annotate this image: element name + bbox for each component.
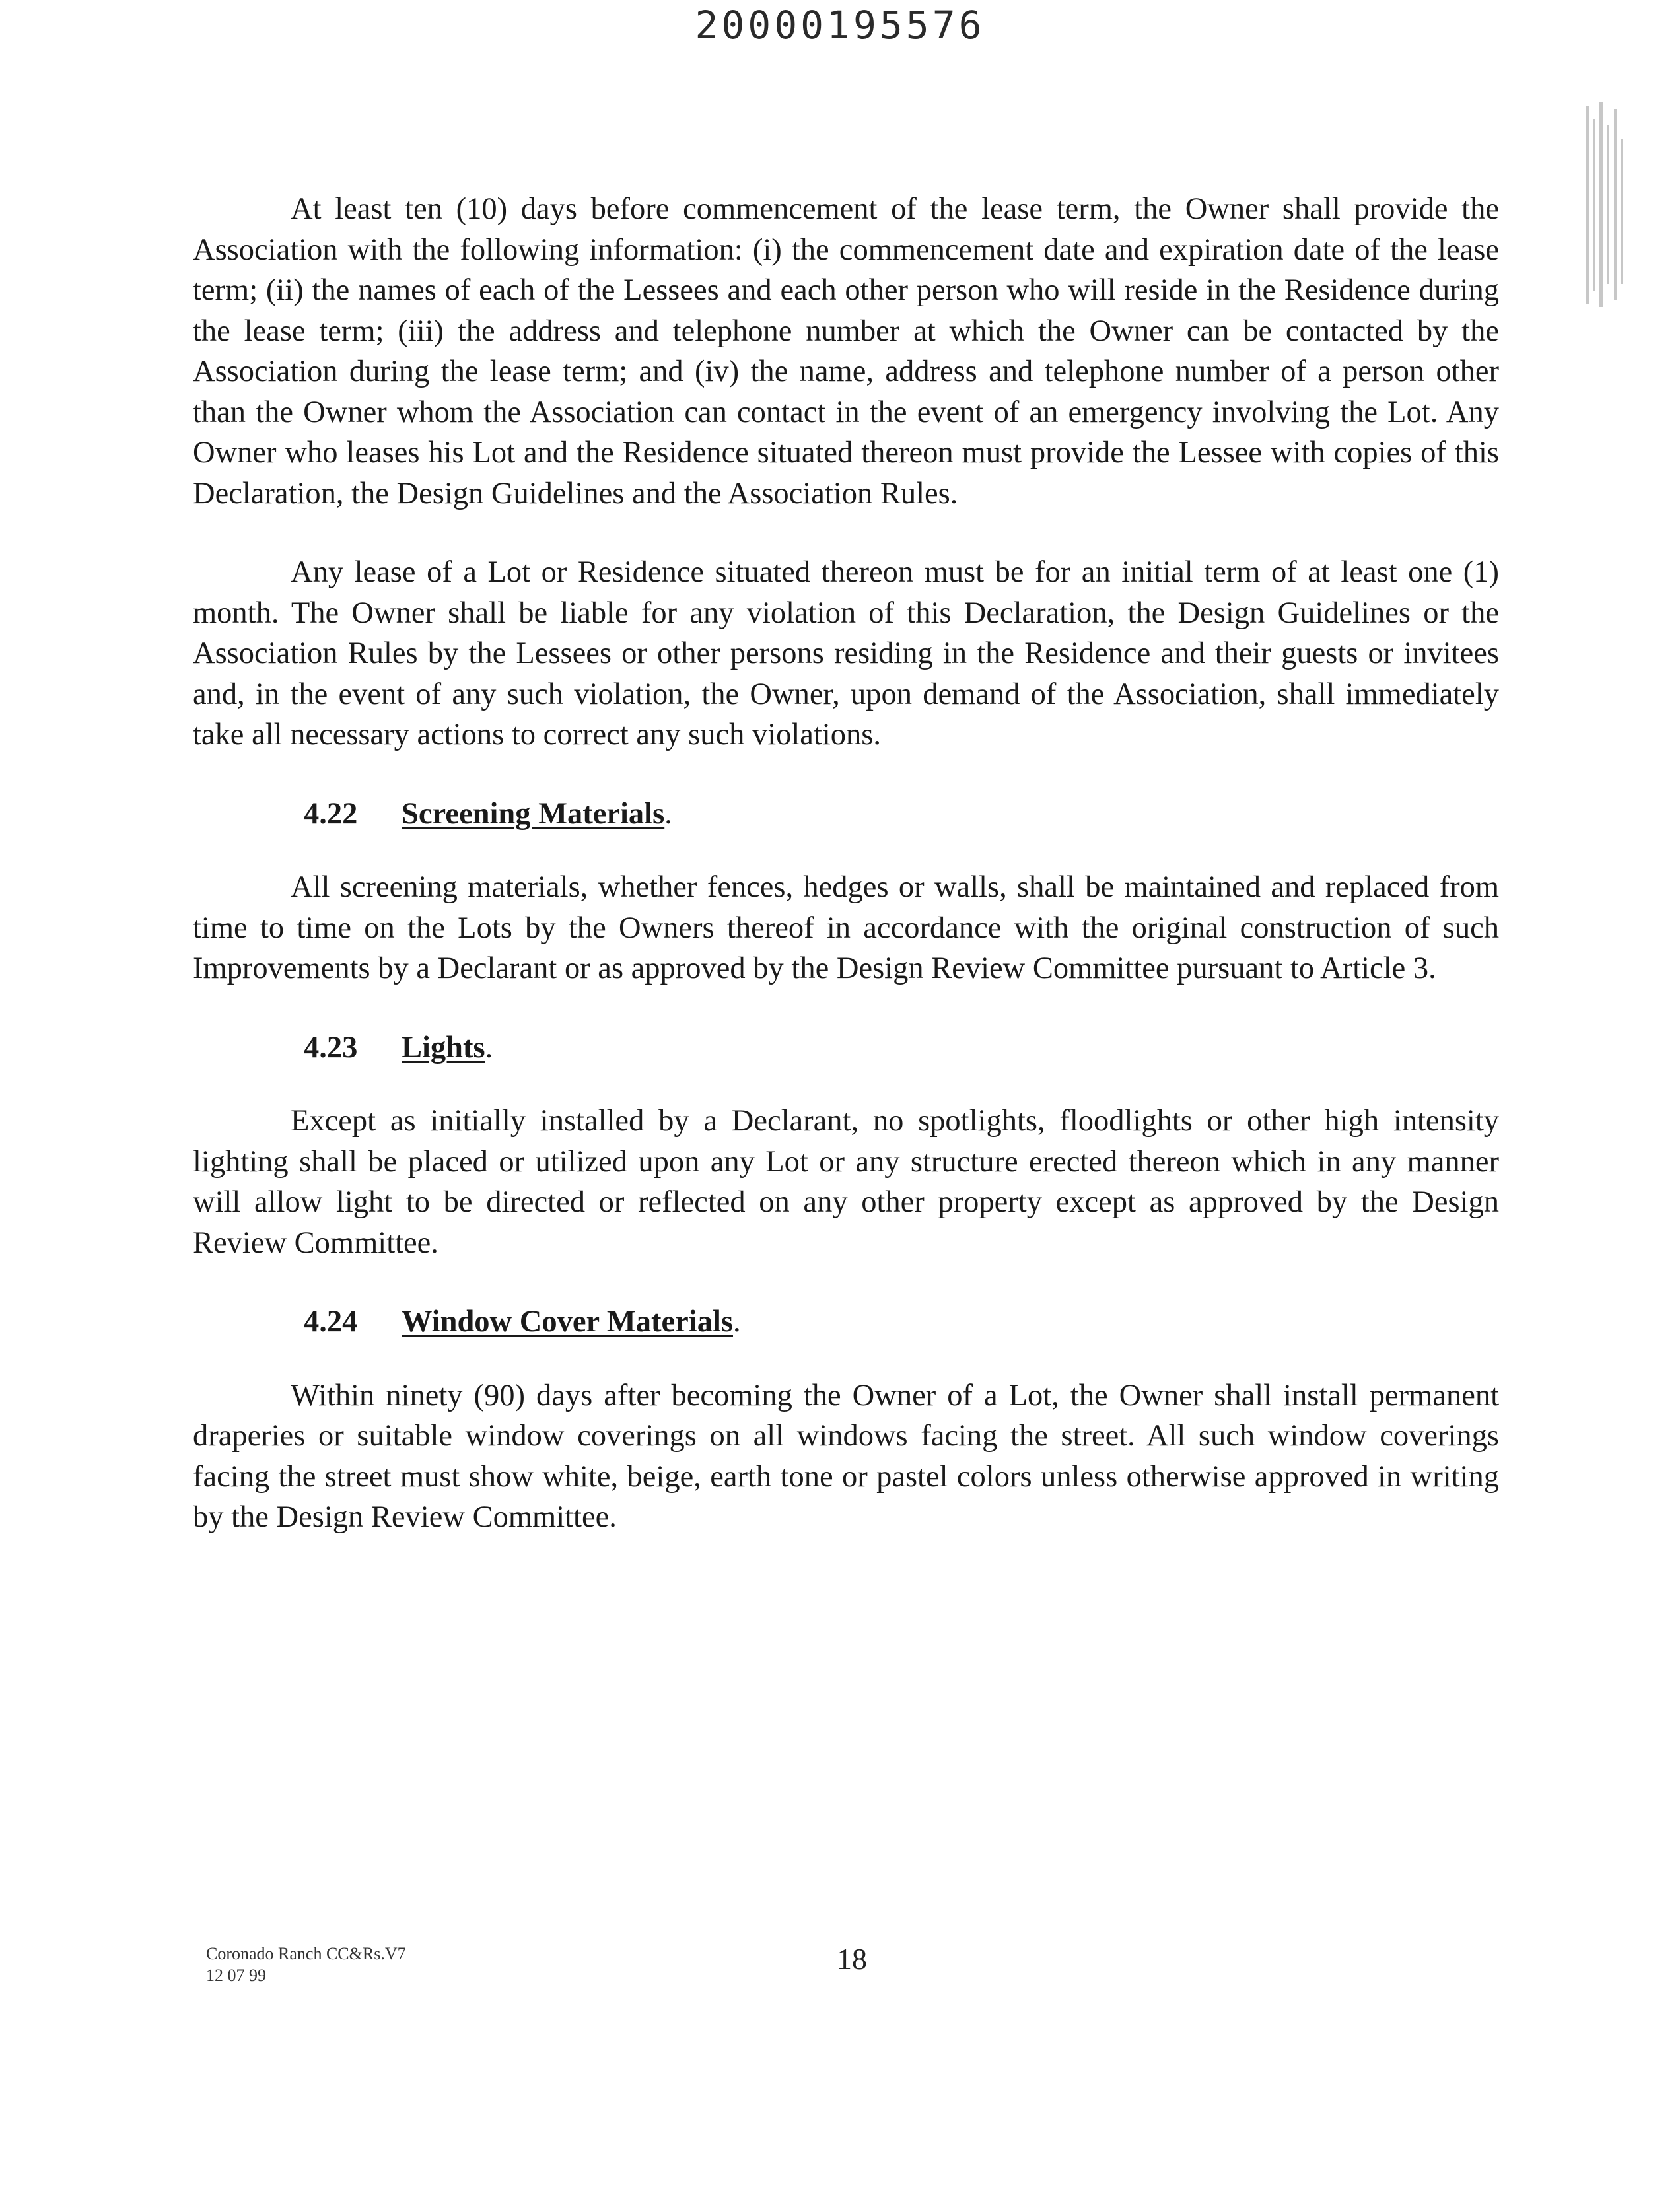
document-number: 20000195576: [695, 3, 985, 48]
section-title: Screening Materials: [402, 796, 665, 831]
section-number: 4.23: [304, 1030, 358, 1064]
section-heading-4-24: [193, 1302, 1499, 1342]
section-body-4-24: Within ninety (90) days after becoming the Owner of a Lot, the Owner shall install permanent draperies or suitable window coverings on all windows facing the street. All such window coverings facing the street must show white, beige, earth tone or pastel colors unless otherwise approved in writing by the Design Review Committee.: [193, 1378, 1499, 1534]
section-body-4-23: Except as initially installed by a Declarant, no spotlights, floodlights or other high intensity lighting shall be placed or utilized upon any Lot or any structure erected thereon which in any manner will allow light to be directed or reflected on any other property except as approved by the Design Review Committee.: [193, 1104, 1499, 1260]
paragraph-lease-info: At least ten (10) days before commencement of the lease term, the Owner shall provide the Association with the following information: (i) the commencement date and expiration date of the lease term; (ii) the names of each of the Lessees and each other person who will reside in the Residence during the lease term; (iii) the address and telephone number at which the Owner can be contacted by the Association during the lease term; and (iv) the name, address and telephone number of a person other than the Owner whom the Association can contact in the event of an emergency involving the Lot. Any Owner who leases his Lot and the Residence situated thereon must provide the Lessee with copies of this Declaration, the Design Guidelines and the Association Rules.: [193, 192, 1499, 510]
scan-artifact-mark: [1580, 99, 1634, 314]
footer-file-name: Coronado Ranch CC&Rs.V7: [206, 1944, 406, 1963]
paragraph-lease-term: Any lease of a Lot or Residence situated thereon must be for an initial term of at least one (1) month. The Owner shall be liable for any violation of this Declaration, the Design Guidelines or the Association Rules by the Lessees or other persons residing in the Residence and their guests or invitees and, in the event of any such violation, the Owner, upon demand of the Association, shall immediately take all necessary actions to correct any such violations.: [193, 555, 1499, 751]
footer-date: 12 07 99: [206, 1966, 266, 1985]
section-heading-4-22: [193, 794, 1499, 835]
section-title: Window Cover Materials: [402, 1305, 733, 1338]
section-heading-4-23: [193, 1027, 1499, 1068]
heading-period: .: [485, 1030, 493, 1064]
heading-period: .: [664, 796, 672, 831]
section-body-4-22: All screening materials, whether fences, hedges or walls, shall be maintained and replaced from time to time on the Lots by the Owners thereof in accordance with the original construction of such Improvements by a Declarant or as approved by the Design Review Committee pursuant to Article 3.: [193, 870, 1499, 985]
section-number: 4.24: [304, 1305, 358, 1338]
section-number: 4.22: [304, 796, 358, 831]
page-number: 18: [837, 1942, 867, 1976]
section-title: Lights: [402, 1030, 485, 1064]
heading-period: .: [733, 1305, 741, 1338]
footer-file-reference: [206, 1943, 406, 1986]
document-body: [193, 189, 1499, 1538]
